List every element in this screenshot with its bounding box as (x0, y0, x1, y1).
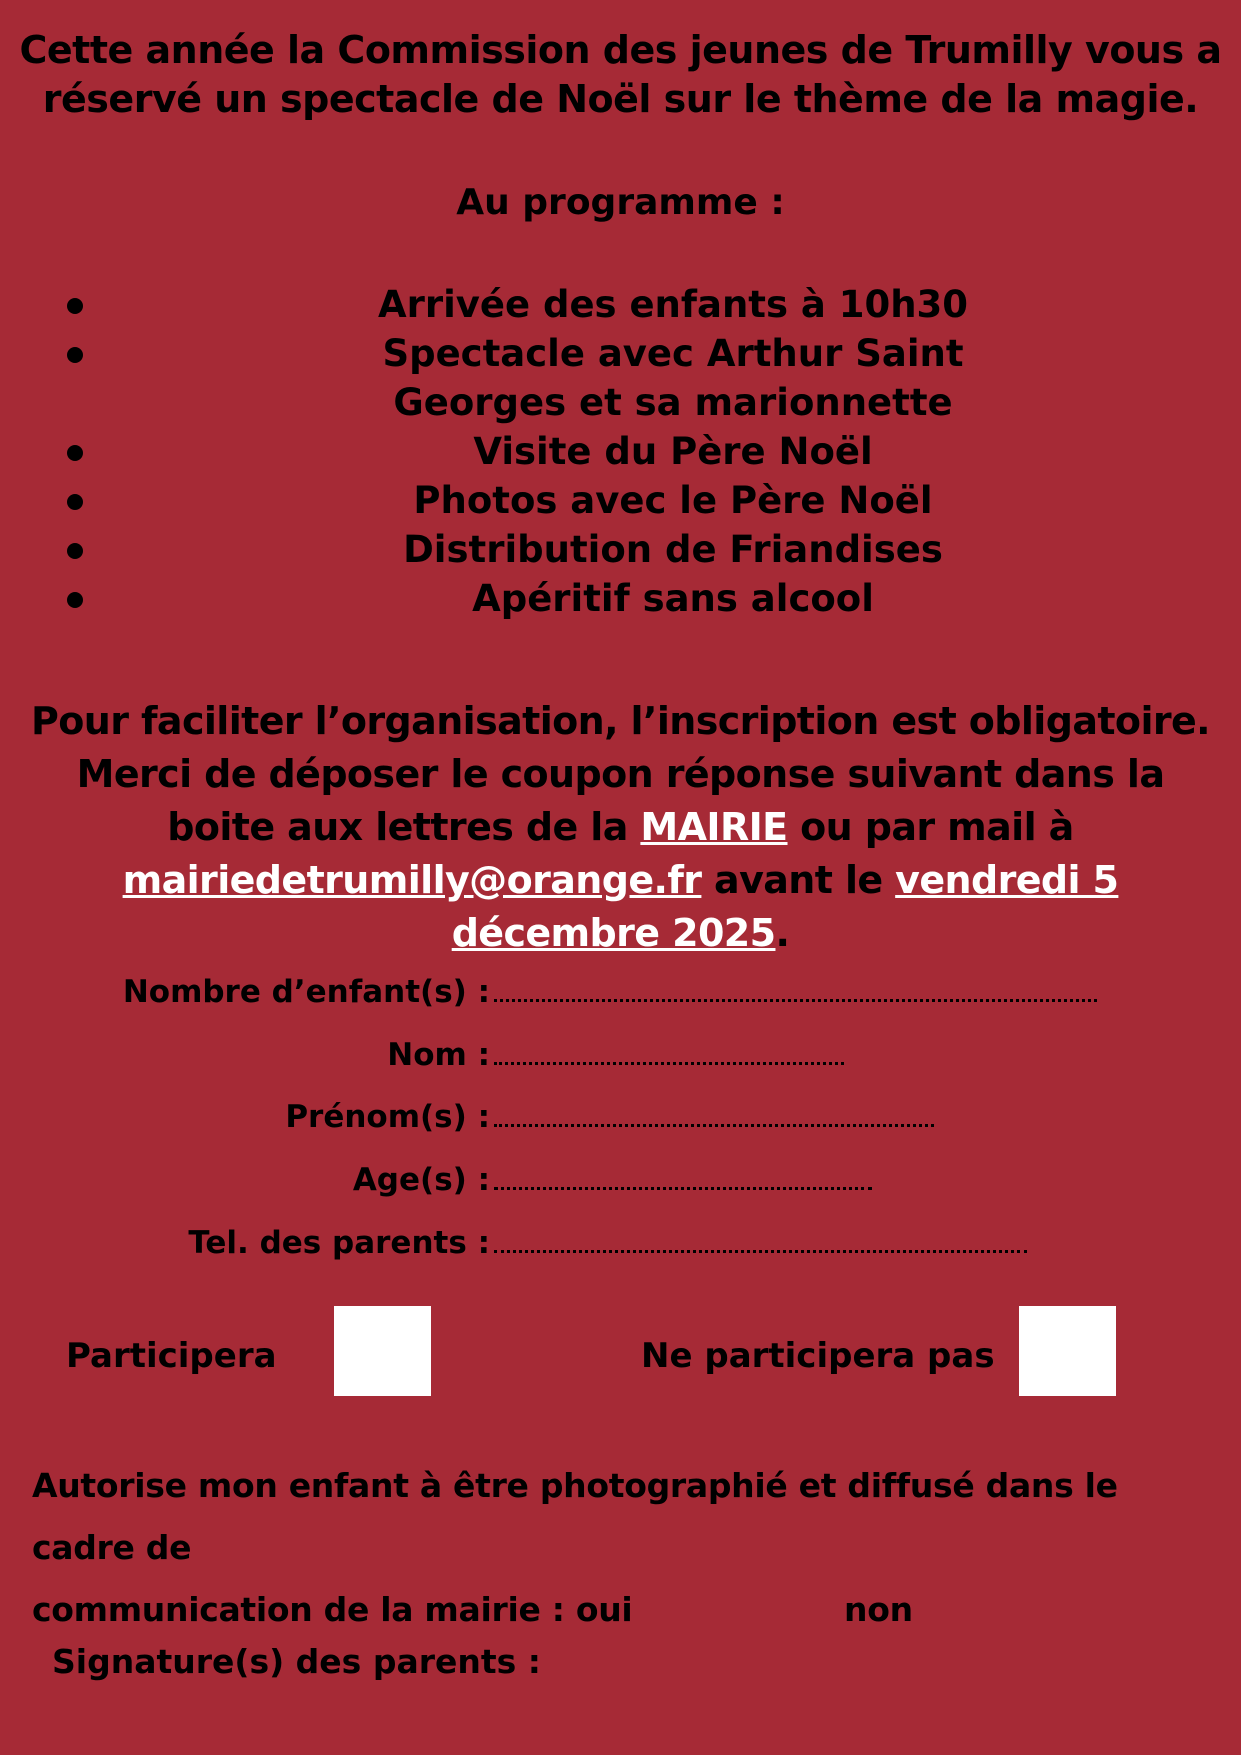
parents-phone-field (0, 1223, 1241, 1263)
list-item: Spectacle avec Arthur Saint Georges et sa marionnette (0, 329, 1241, 427)
bullet-icon (67, 347, 83, 363)
parents-signature: Signature(s) des parents : (52, 1642, 541, 1681)
intro-text (0, 26, 1241, 124)
parents-phone-input[interactable] (494, 1240, 1027, 1253)
children-count-input[interactable] (494, 989, 1097, 1002)
age-field (0, 1160, 1241, 1200)
age-input[interactable] (494, 1177, 872, 1190)
list-item: Arrivée des enfants à 10h30 (0, 280, 1241, 329)
participate-checkbox[interactable] (334, 1306, 431, 1396)
program-title: Au programme : (456, 182, 785, 223)
notice-line-5: décembre 2025. (451, 911, 790, 955)
field-label: Prénom(s) : (285, 1099, 490, 1135)
bullet-icon (67, 543, 83, 559)
not-participate-label: Ne participera pas (641, 1336, 995, 1376)
deadline-date: vendredi 5 (895, 858, 1119, 902)
bullet-icon (67, 298, 83, 314)
firstname-input[interactable] (494, 1114, 934, 1127)
bullet-icon (67, 445, 83, 461)
intro-line-1: Cette année la Commission des jeunes de Trumilly vous a (19, 28, 1222, 72)
registration-notice (0, 695, 1241, 960)
list-item: Visite du Père Noël (0, 427, 1241, 476)
bullet-icon (67, 494, 83, 510)
deadline-date-cont: décembre 2025 (451, 911, 776, 955)
list-item: Distribution de Friandises (0, 525, 1241, 574)
children-count-field (0, 972, 1241, 1012)
participate-label: Participera (66, 1336, 277, 1376)
authorization-line-2: communication de la mairie : oui non (32, 1579, 1222, 1641)
intro-line-2: réservé un spectacle de Noël sur le thème de la magie. (42, 77, 1199, 121)
mairie-link[interactable]: MAIRIE (640, 805, 788, 849)
list-item: Apéritif sans alcool (0, 574, 1241, 623)
not-participate-checkbox[interactable] (1019, 1306, 1116, 1396)
field-label: Tel. des parents : (188, 1225, 490, 1261)
field-label: Nom : (387, 1037, 490, 1073)
email-link[interactable]: mairiedetrumilly@orange.fr (122, 858, 702, 902)
authorization-no: non (844, 1590, 913, 1629)
notice-line-1: Pour faciliter l’organisation, l’inscription est obligatoire. (30, 699, 1211, 743)
bullet-icon (67, 592, 83, 608)
program-list (0, 280, 1241, 623)
firstname-field (0, 1097, 1241, 1137)
field-label: Nombre d’enfant(s) : (122, 974, 490, 1010)
list-item: Photos avec le Père Noël (0, 476, 1241, 525)
authorization-line-1: Autorise mon enfant à être photographié et diffusé dans le cadre de (32, 1466, 1118, 1567)
photo-authorization (32, 1455, 1222, 1641)
notice-line-2: Merci de déposer le coupon réponse suivant dans la (76, 752, 1165, 796)
name-field (0, 1035, 1241, 1075)
name-input[interactable] (494, 1052, 844, 1065)
field-label: Age(s) : (352, 1162, 490, 1198)
notice-line-4: mairiedetrumilly@orange.fr avant le vendredi 5 (122, 858, 1119, 902)
notice-line-3: boite aux lettres de la MAIRIE ou par mail à (167, 805, 1074, 849)
